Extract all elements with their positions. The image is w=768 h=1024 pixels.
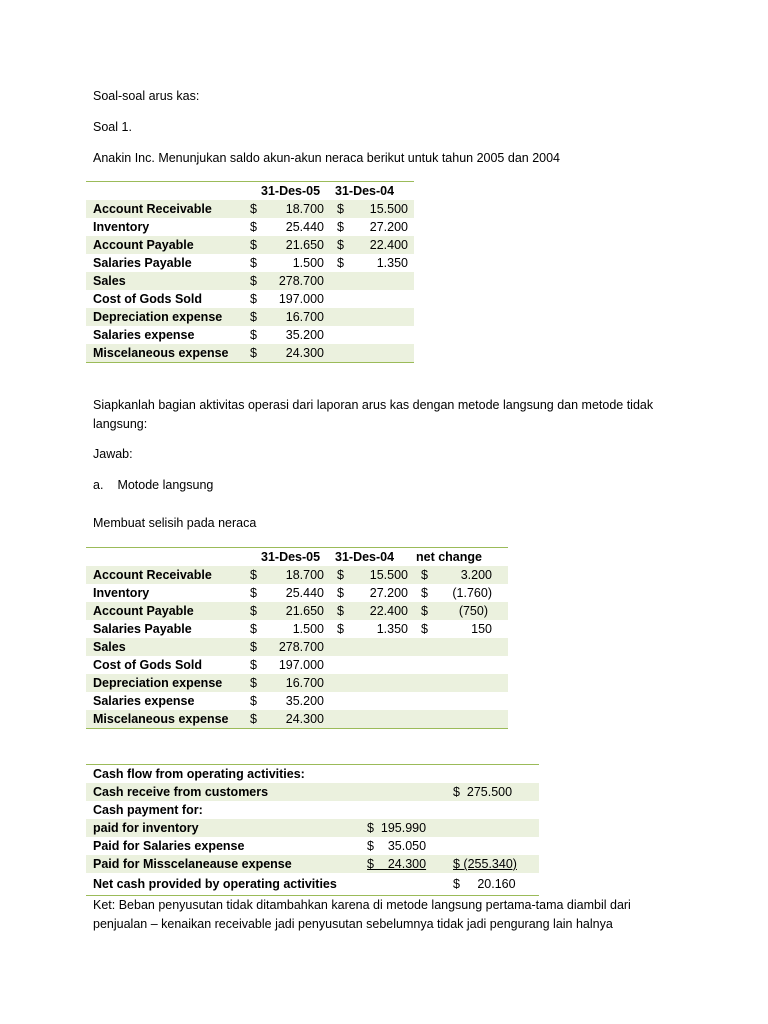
table-row: Account Payable $ 21.650 $ 22.400: [86, 236, 414, 254]
note-text: Ket: Beban penyusutan tidak ditambahkan karena di metode langsung pertama-tama diambil dari penjualan – kenaikan receivable jadi penyusutan sebelumnya tidak jadi pengurang lain halnya: [93, 898, 631, 931]
table-row: paid for inventory $ 195.990: [86, 819, 539, 837]
soal-title: Soal 1.: [93, 120, 132, 134]
method-label: Motode langsung: [117, 478, 214, 492]
col-header-2005: 31-Des-05: [261, 184, 321, 198]
table-row: Net cash provided by operating activities $ 20.160: [93, 877, 516, 891]
table-row: Cash payment for:: [93, 803, 203, 817]
table-row: Depreciation expense $ 16.700: [86, 308, 414, 326]
cashflow-title-row: [86, 765, 539, 784]
table-row: Sales $ 278.700: [86, 272, 414, 290]
selisih-title: Membuat selisih pada neraca: [93, 516, 257, 530]
table-row: Cash receive from customers $ 275.500: [86, 783, 539, 801]
table-row: Miscelaneous expense $ 24.300: [86, 710, 508, 729]
table-row: Depreciation expense $ 16.700: [86, 674, 508, 692]
table-row: Paid for Misscelaneause expense $ 24.300 $ (255.340): [86, 855, 539, 873]
col-header-2004: 31-Des-04: [335, 550, 395, 564]
instruction-text: Siapkanlah bagian aktivitas operasi dari laporan arus kas dengan metode langsung dan metode tidak langsung:: [93, 398, 654, 431]
balance-table-2: [86, 547, 508, 729]
table-row: Account Receivable $ 18.700 $ 15.500: [86, 200, 414, 218]
table-header: [86, 182, 414, 201]
table-row: Inventory $ 25.440 $ 27.200 $ (1.760): [93, 586, 492, 600]
col-header-2004: 31-Des-04: [335, 184, 395, 198]
col-header-net-change: net change: [416, 550, 482, 564]
table-row: Cost of Gods Sold $ 197.000: [93, 658, 324, 672]
table-row: Miscelaneous expense $ 24.300: [86, 344, 414, 363]
heading: Soal-soal arus kas:: [93, 89, 200, 103]
jawab-label: Jawab:: [93, 447, 133, 461]
col-header-2005: 31-Des-05: [261, 550, 321, 564]
table-row: Account Receivable $ 18.700 $ 15.500 $ 3.200: [86, 566, 508, 584]
balance-table-1: [86, 181, 414, 363]
table-row: Cost of Gods Sold $ 197.000: [93, 292, 324, 306]
table-row: Salaries expense $ 35.200: [93, 328, 324, 342]
cashflow-table: [86, 764, 539, 896]
table-header: [86, 548, 508, 567]
intro-text: Anakin Inc. Menunjukan saldo akun-akun neraca berikut untuk tahun 2005 dan 2004: [93, 151, 560, 165]
table-row: Paid for Salaries expense $ 35.050: [93, 839, 427, 853]
list-marker: a.: [93, 478, 104, 492]
method-item: [93, 478, 213, 492]
table-row: Salaries expense $ 35.200: [93, 694, 324, 708]
table-row: Sales $ 278.700: [86, 638, 508, 656]
table-row: Inventory $ 25.440 $ 27.200: [93, 220, 408, 234]
table-row: Salaries Payable $ 1.500 $ 1.350: [93, 256, 408, 270]
table-row: Salaries Payable $ 1.500 $ 1.350 $ 150: [93, 622, 492, 636]
table-row: Account Payable $ 21.650 $ 22.400 $ (750): [86, 602, 508, 620]
cashflow-title: Cash flow from operating activities:: [93, 767, 305, 781]
